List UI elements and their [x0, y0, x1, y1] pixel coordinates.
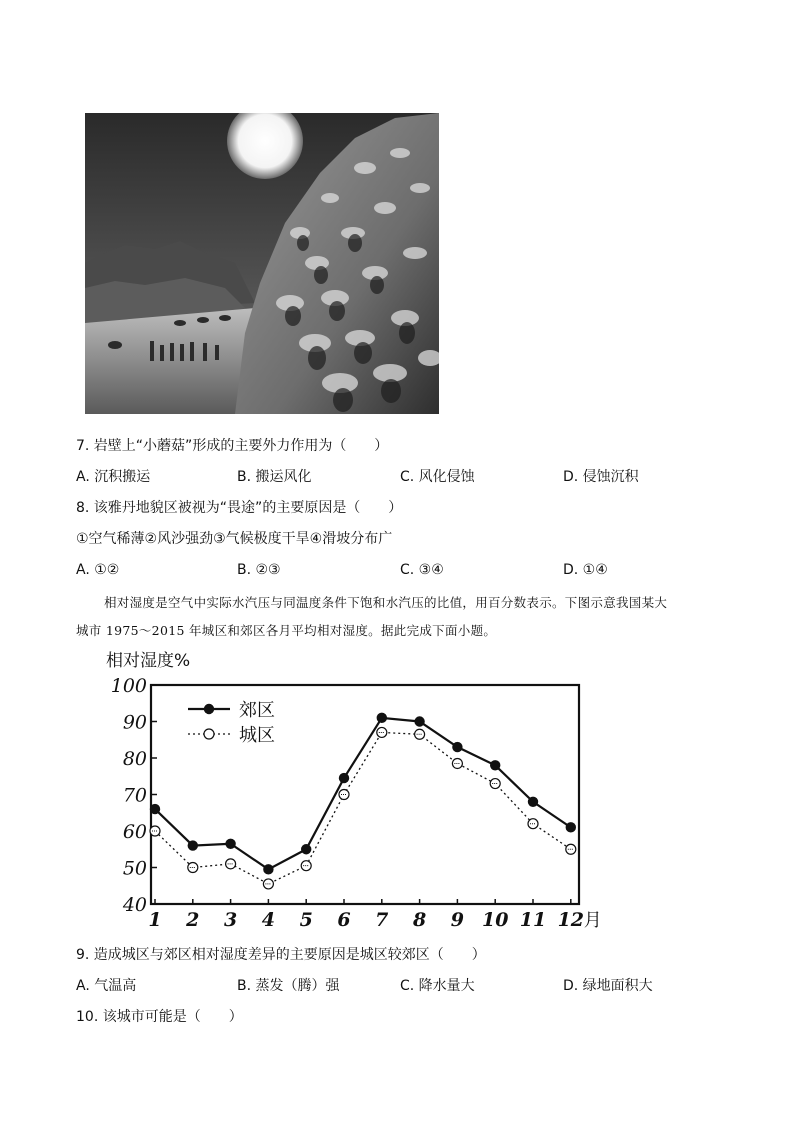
q8-option-d[interactable]: D. ①④: [563, 562, 608, 578]
x-axis-unit: 月: [583, 910, 602, 931]
q7-option-d[interactable]: D. 侵蚀沉积: [563, 469, 639, 485]
question-8-stem: 8. 该雅丹地貌区被视为“畏途”的主要原因是（ ）: [76, 500, 403, 516]
x-tick-label: 5: [299, 909, 313, 931]
yardang-photo: [85, 113, 439, 414]
y-axis-label: 相对湿度%: [106, 651, 191, 671]
question-7-stem: 7. 岩壁上“小蘑菇”形成的主要外力作用为（ ）: [76, 438, 389, 454]
y-tick-label: 80: [122, 748, 147, 770]
humidity-chart: [100, 648, 620, 934]
series-point-0: [225, 839, 235, 849]
x-tick-label: 3: [223, 909, 238, 931]
question-8-items: ①空气稀薄②风沙强劲③气候极度干旱④滑坡分布广: [76, 531, 393, 547]
x-tick-label: 11: [519, 909, 547, 931]
q9-option-c[interactable]: C. 降水量大: [400, 978, 475, 994]
q7-option-a[interactable]: A. 沉积搬运: [76, 469, 151, 485]
question-9-stem: 9. 造成城区与郊区相对湿度差异的主要原因是城区较郊区（ ）: [76, 947, 486, 963]
x-tick-label: 12: [557, 909, 585, 931]
question-10-stem: 10. 该城市可能是（ ）: [76, 1009, 243, 1025]
q9-option-b[interactable]: B. 蒸发（腾）强: [237, 978, 340, 994]
series-point-0: [339, 773, 349, 783]
x-tick-label: 7: [375, 909, 389, 931]
q8-option-a[interactable]: A. ①②: [76, 562, 120, 578]
x-tick-label: 6: [337, 909, 351, 931]
y-tick-label: 60: [122, 821, 147, 843]
q8-option-c[interactable]: C. ③④: [400, 562, 444, 578]
series-point-0: [263, 864, 273, 874]
yardang-photo-illustration: [85, 113, 439, 414]
x-tick-label: 2: [186, 909, 200, 931]
y-tick-label: 100: [110, 675, 147, 697]
series-point-1: [226, 859, 236, 869]
series-point-0: [452, 742, 462, 752]
y-tick-label: 70: [122, 784, 147, 807]
x-tick-label: 4: [261, 909, 276, 931]
legend-label-1: 城区: [239, 725, 275, 746]
q8-option-b[interactable]: B. ②③: [237, 562, 281, 578]
series-point-0: [301, 844, 311, 854]
series-line-1: [155, 732, 571, 883]
x-tick-label: 1: [148, 909, 162, 931]
q9-option-d[interactable]: D. 绿地面积大: [563, 978, 653, 994]
legend-marker-1: [204, 729, 214, 739]
intro-line-2: 城市 1975～2015 年城区和郊区各月平均相对湿度。据此完成下面小题。: [76, 623, 497, 638]
y-tick-label: 40: [122, 894, 147, 916]
x-tick-label: 9: [450, 909, 465, 931]
x-tick-label: 8: [412, 909, 427, 931]
legend-label-0: 郊区: [239, 700, 275, 721]
y-tick-label: 90: [122, 711, 147, 734]
intro-line-1: 相对湿度是空气中实际水汽压与同温度条件下饱和水汽压的比值，用百分数表示。下图示意我国某大: [104, 595, 668, 610]
legend-marker-0: [204, 704, 214, 714]
series-point-0: [528, 797, 538, 807]
series-point-1: [301, 861, 311, 871]
plot-frame: [151, 685, 579, 904]
series-point-0: [188, 840, 198, 850]
y-tick-label: 50: [122, 857, 147, 880]
x-tick-label: 10: [481, 909, 509, 931]
series-point-0: [566, 822, 576, 832]
q7-option-c[interactable]: C. 风化侵蚀: [400, 469, 475, 485]
series-point-0: [150, 804, 160, 814]
q9-option-a[interactable]: A. 气温高: [76, 978, 137, 994]
series-point-0: [414, 716, 424, 726]
humidity-chart-svg: [100, 648, 620, 934]
q7-option-b[interactable]: B. 搬运风化: [237, 469, 312, 485]
series-point-0: [377, 713, 387, 723]
series-point-0: [490, 760, 500, 770]
series-line-0: [155, 718, 571, 869]
